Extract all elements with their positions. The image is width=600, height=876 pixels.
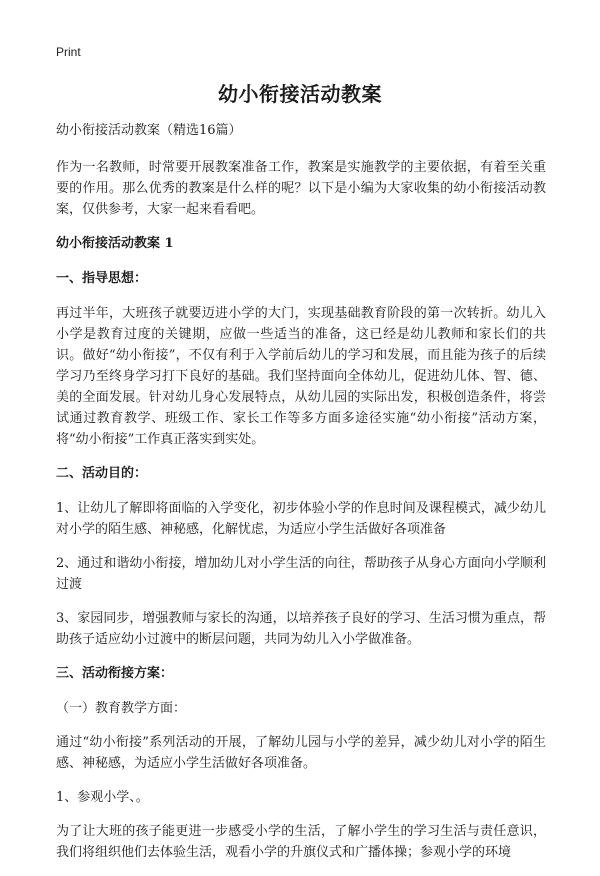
print-link[interactable]: Print	[56, 45, 81, 59]
goal-item: 3、家园同步，增强教师与家长的沟通，以培养孩子良好的学习、生活习惯为重点，帮助孩子适应幼小过渡中的断层问题，共同为幼儿入小学做准备。	[56, 611, 546, 647]
plan-item-paragraph: 为了让大班的孩子能更进一步感受小学的生活，了解小学生的学习生活与责任意识，我们将组织他们去体验生活，观看小学的升旗仪式和广播体操；参观小学的环境	[56, 824, 546, 860]
plan-subheading: （一）教育教学方面：	[56, 701, 187, 716]
guiding-paragraph: 再过半年，大班孩子就要迈进小学的大门，实现基础教育阶段的第一次转折。幼儿入小学是教育过度的关键期，应做一些适当的准备，这已经是幼儿教师和家长们的共识。做好“幼小衔接”，不仅有利于入学前后幼儿的学习和发展，而且能为孩子的后续学习乃至终身学习打下良好的基础。我们坚持面向全体幼儿，促进幼儿体、智、德、美的全面发展。针对幼儿身心发展特点，从幼儿园的实际出发，积极创造条件，将尝试通过教育教学、班级工作、家长工作等多方面多途径实施“幼小衔接”活动方案，将“幼小衔接”工作真正落实到实处。	[56, 306, 546, 447]
document-body	[56, 120, 546, 876]
goal-item: 1、让幼儿了解即将面临的入学变化，初步体验小学的作息时间及课程模式，减少幼儿对小学的陌生感、神秘感，化解忧虑，为适应小学生活做好各项准备	[56, 501, 546, 537]
plan-heading: 三、活动衔接方案：	[56, 666, 174, 681]
intro-paragraph: 作为一名教师，时常要开展教案准备工作，教案是实施教学的主要依据，有着至关重要的作用。那么优秀的教案是什么样的呢？以下是小编为大家收集的幼小衔接活动教案，仅供参考，大家一起来看看吧。	[56, 160, 546, 217]
plan-item: 1、参观小学、。	[56, 790, 149, 805]
guiding-heading: 一、指导思想：	[56, 271, 148, 286]
goals-heading: 二、活动目的：	[56, 466, 148, 481]
document-subtitle: 幼小衔接活动教案（精选16篇）	[56, 123, 242, 138]
document-title: 幼小衔接活动教案	[218, 82, 382, 106]
section-title: 幼小衔接活动教案 1	[56, 236, 174, 251]
goal-item: 2、通过和谐幼小衔接，增加幼儿对小学生活的向往，帮助孩子从身心方面向小学顺利过渡	[56, 556, 546, 592]
plan-paragraph: 通过“幼小衔接”系列活动的开展，了解幼儿园与小学的差异，减少幼儿对小学的陌生感、神秘感，为适应小学生活做好各项准备。	[56, 735, 546, 771]
